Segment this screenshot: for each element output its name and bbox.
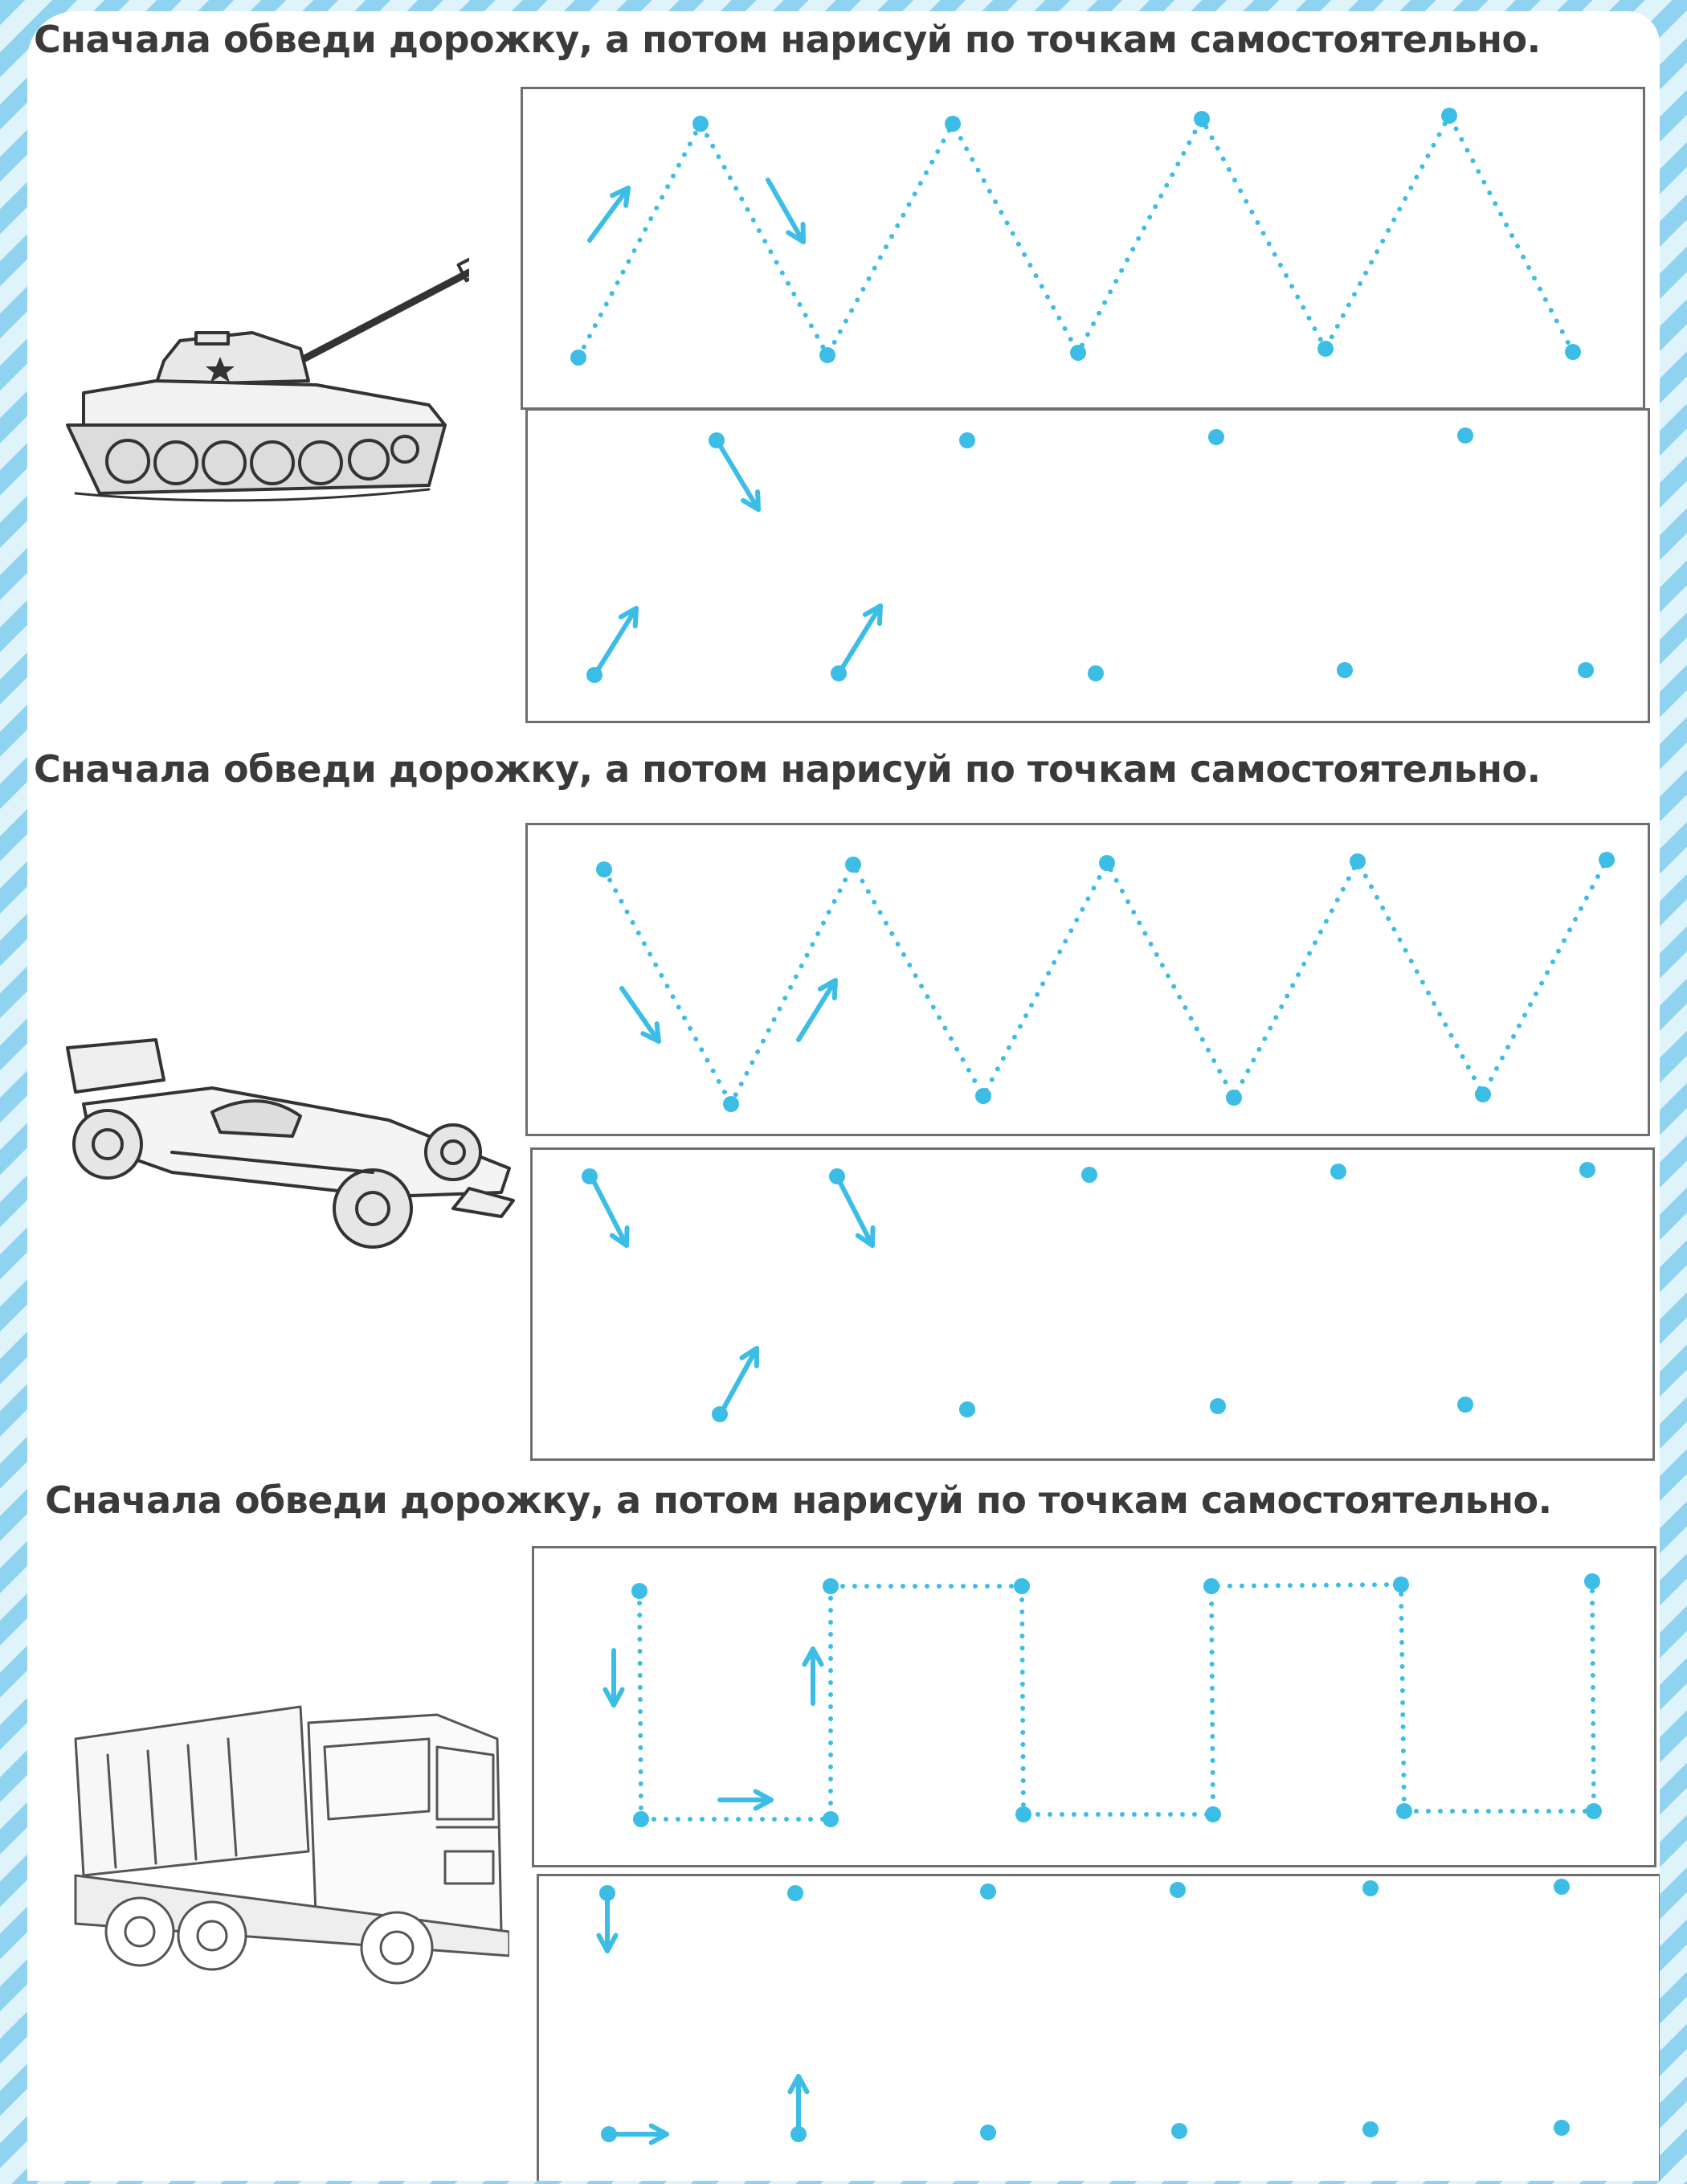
direction-arrow: [720, 445, 758, 509]
worksheet: [27, 11, 1660, 2181]
guide-dot: [1194, 111, 1210, 127]
guide-dot: [1565, 344, 1581, 360]
guide-dot: [959, 432, 975, 448]
direction-arrow: [842, 606, 880, 669]
dot-markers: [27, 11, 1660, 2181]
direction-arrow: [594, 1183, 627, 1245]
guide-dot: [1441, 108, 1457, 124]
guide-dot: [819, 347, 835, 363]
guide-dot: [1362, 1880, 1379, 1896]
guide-dot: [1014, 1578, 1030, 1594]
guide-dot: [570, 350, 586, 366]
guide-dot: [975, 1088, 991, 1104]
guide-dot: [980, 1883, 996, 1900]
guide-dot: [823, 1578, 839, 1594]
direction-arrow: [590, 188, 628, 240]
guide-dot: [829, 1168, 845, 1184]
guide-dot: [1396, 1803, 1412, 1819]
direction-arrow: [598, 608, 636, 670]
guide-dot: [823, 1811, 839, 1827]
guide-dot: [1584, 1573, 1600, 1589]
guide-dot: [1081, 1167, 1097, 1183]
guide-dot: [1210, 1398, 1226, 1414]
guide-dot: [845, 857, 861, 873]
section-1-instruction: Сначала обведи дорожку, а потом нарисуй по точкам самостоятельно.: [34, 18, 1541, 61]
direction-arrow: [790, 2076, 807, 2129]
guide-dot: [1330, 1164, 1346, 1180]
section-2-instruction: Сначала обведи дорожку, а потом нарисуй по точкам самостоятельно.: [34, 747, 1541, 791]
guide-dot: [945, 116, 961, 132]
guide-dot: [1099, 855, 1115, 871]
guide-dot: [1170, 1882, 1186, 1898]
guide-dot: [1317, 341, 1334, 357]
guide-dot: [1208, 429, 1224, 445]
guide-dot: [1457, 1397, 1473, 1413]
direction-arrow: [605, 1650, 622, 1705]
guide-dot: [1599, 852, 1615, 868]
guide-dot: [631, 1583, 647, 1599]
section-3-instruction: Сначала обведи дорожку, а потом нарисуй по точкам самостоятельно.: [45, 1478, 1552, 1522]
guide-dot: [787, 1885, 803, 1901]
guide-dot: [692, 116, 709, 132]
guide-dot: [1586, 1803, 1602, 1819]
guide-dot: [1337, 662, 1353, 678]
direction-arrow: [840, 1183, 873, 1245]
direction-arrow: [768, 180, 803, 242]
guide-dot: [1554, 1879, 1570, 1895]
guide-dot: [1362, 2121, 1379, 2137]
guide-dot: [1457, 427, 1473, 444]
guide-dot: [723, 1096, 739, 1112]
guide-dot: [1205, 1806, 1221, 1822]
guide-dot: [1171, 2123, 1187, 2139]
guide-dot: [1578, 662, 1594, 678]
guide-dot: [1475, 1086, 1491, 1102]
direction-arrow: [614, 2125, 667, 2142]
guide-dot: [1554, 2120, 1570, 2136]
guide-dot: [633, 1811, 649, 1827]
guide-dot: [980, 2125, 996, 2141]
direction-arrow: [598, 1900, 615, 1951]
direction-arrow: [720, 1791, 771, 1808]
guide-dot: [1015, 1806, 1031, 1822]
direction-arrow: [799, 980, 835, 1040]
guide-dot: [959, 1401, 975, 1417]
direction-arrow: [723, 1348, 757, 1409]
guide-dot: [1203, 1578, 1219, 1594]
direction-arrow: [804, 1649, 821, 1703]
guide-dot: [1350, 853, 1366, 869]
guide-dot: [1070, 345, 1086, 361]
direction-arrow: [622, 988, 659, 1041]
guide-dot: [1088, 665, 1104, 681]
guide-dot: [596, 861, 612, 877]
guide-dot: [1393, 1577, 1409, 1593]
guide-dot: [1226, 1090, 1242, 1106]
guide-dot: [1579, 1162, 1595, 1178]
